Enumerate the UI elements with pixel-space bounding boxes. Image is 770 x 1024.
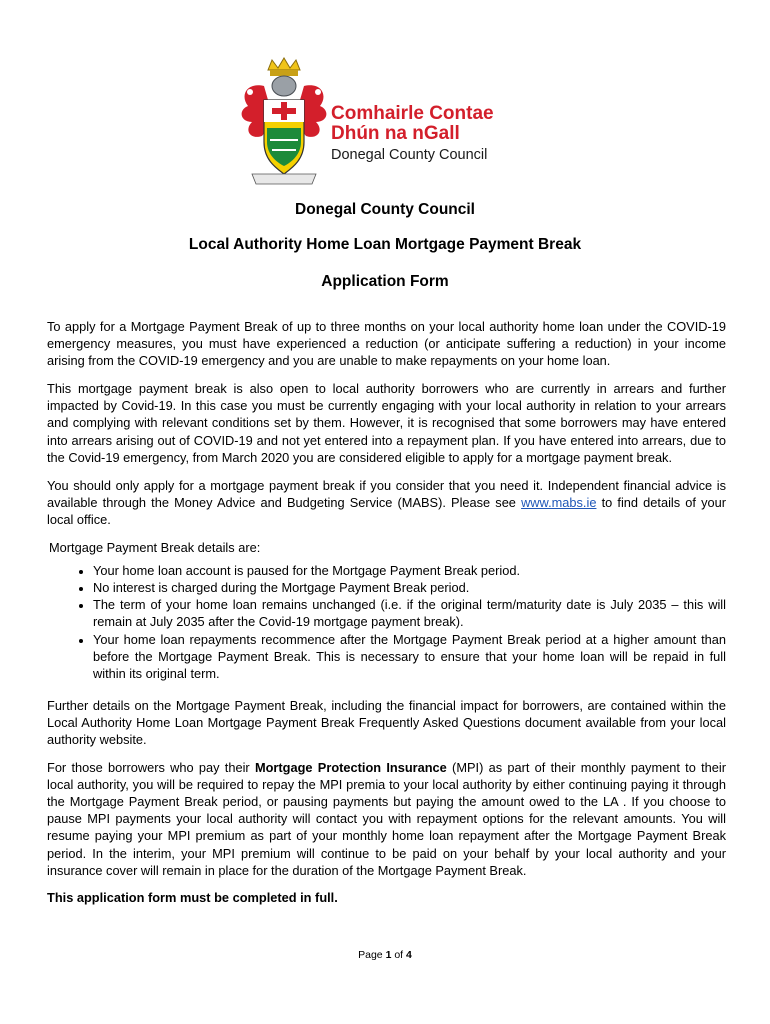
further-details-paragraph: Further details on the Mortgage Payment Break, including the financial impact for borrowers, are contained within the Local Authority Home Loan Mortgage Payment Break Frequently Asked Questions document available from your local authority website. bbox=[47, 697, 726, 747]
logo-line-english: Donegal County Council bbox=[331, 147, 488, 163]
document-body bbox=[47, 318, 726, 917]
total-pages: 4 bbox=[406, 949, 412, 961]
mpi-text-before: For those borrowers who pay their bbox=[47, 760, 255, 776]
mpi-text-after: (MPI) as part of their monthly payment to their local authority, you will be required to repay the MPI premia to your local authority by either continuing paying it through the Mortgage Payment Break period, or pausing payments but paying the amount owed to the LA . If you choose to pause MPI payments your local authority will contact you with repayment options for the relevant amounts. You will resume paying your MPI premium as part of your monthly home loan repayment after the Mortgage Payment Break period. In the interim, your MPI premium will continue to be paid on your behalf by your local authority and your insurance cover will remain in place for the duration of the Mortgage Payment Break. bbox=[47, 760, 726, 878]
coat-of-arms-icon bbox=[234, 56, 334, 186]
details-list bbox=[47, 562, 726, 682]
mabs-link[interactable]: www.mabs.ie bbox=[521, 494, 597, 510]
list-item: • Your home loan repayments recommence after the Mortgage Payment Break period at a higher amount than before the Mortgage Payment Break. This is necessary to ensure that your home loan will be repaid in full within its original term. bbox=[93, 631, 726, 682]
details-heading: Mortgage Payment Break details are: bbox=[49, 540, 261, 556]
advice-text-before: You should only apply for a mortgage payment break if you consider that you need it. Independent financial advice is available through the Money Advice and Budgeting Service (MABS). Please see bbox=[47, 477, 726, 510]
council-logo bbox=[226, 56, 544, 186]
logo-wordmark bbox=[331, 104, 494, 165]
mpi-paragraph bbox=[47, 759, 726, 879]
intro-paragraph: To apply for a Mortgage Payment Break of up to three months on your local authority home loan under the COVID-19 emergency measures, you must have experienced a reduction (or anticipate suffering a reduction) in your income arising from the COVID-19 emergency and you are unable to make repayments on your home loan. bbox=[47, 319, 726, 369]
advice-paragraph bbox=[47, 477, 726, 528]
mpi-bold-term: Mortgage Protection Insurance bbox=[254, 760, 447, 776]
arrears-paragraph: This mortgage payment break is also open to local authority borrowers who are currently in arrears and further impacted by Covid-19. In this case you must be currently engaging with your local authority in relation to your arrears and complying with relevant conditions set by them. However, it is recognised that some borrowers may have entered into arrears arising out of COVID-19 and not yet entered into a repayment plan. If you have entered into arrears, due to the Covid-19 emergency, from March 2020 you are considered eligible to apply for a mortgage payment break. bbox=[47, 381, 726, 465]
org-title: Donegal County Council bbox=[295, 201, 475, 218]
list-item: • The term of your home loan remains unchanged (i.e. if the original term/maturity date is July 2035 – this will remain at July 2035 after the Covid-19 mortgage payment break). bbox=[93, 596, 726, 630]
list-item: • No interest is charged during the Mortgage Payment Break period. bbox=[93, 579, 726, 596]
advice-text-after: to find details of your local office. bbox=[47, 494, 726, 527]
current-page: 1 bbox=[385, 949, 392, 961]
page-word: Page bbox=[358, 949, 383, 961]
of-word: of bbox=[394, 949, 404, 961]
list-item: • Your home loan account is paused for the Mortgage Payment Break period. bbox=[93, 562, 726, 579]
form-title: Application Form bbox=[321, 273, 449, 290]
logo-line-irish-2: Dhún na nGall bbox=[331, 123, 460, 144]
document-subtitle: Local Authority Home Loan Mortgage Payment Break bbox=[188, 236, 582, 253]
completion-notice: This application form must be completed in full. bbox=[47, 889, 338, 905]
logo-line-irish-1: Comhairle Contae bbox=[331, 103, 494, 124]
page-number bbox=[0, 949, 770, 961]
